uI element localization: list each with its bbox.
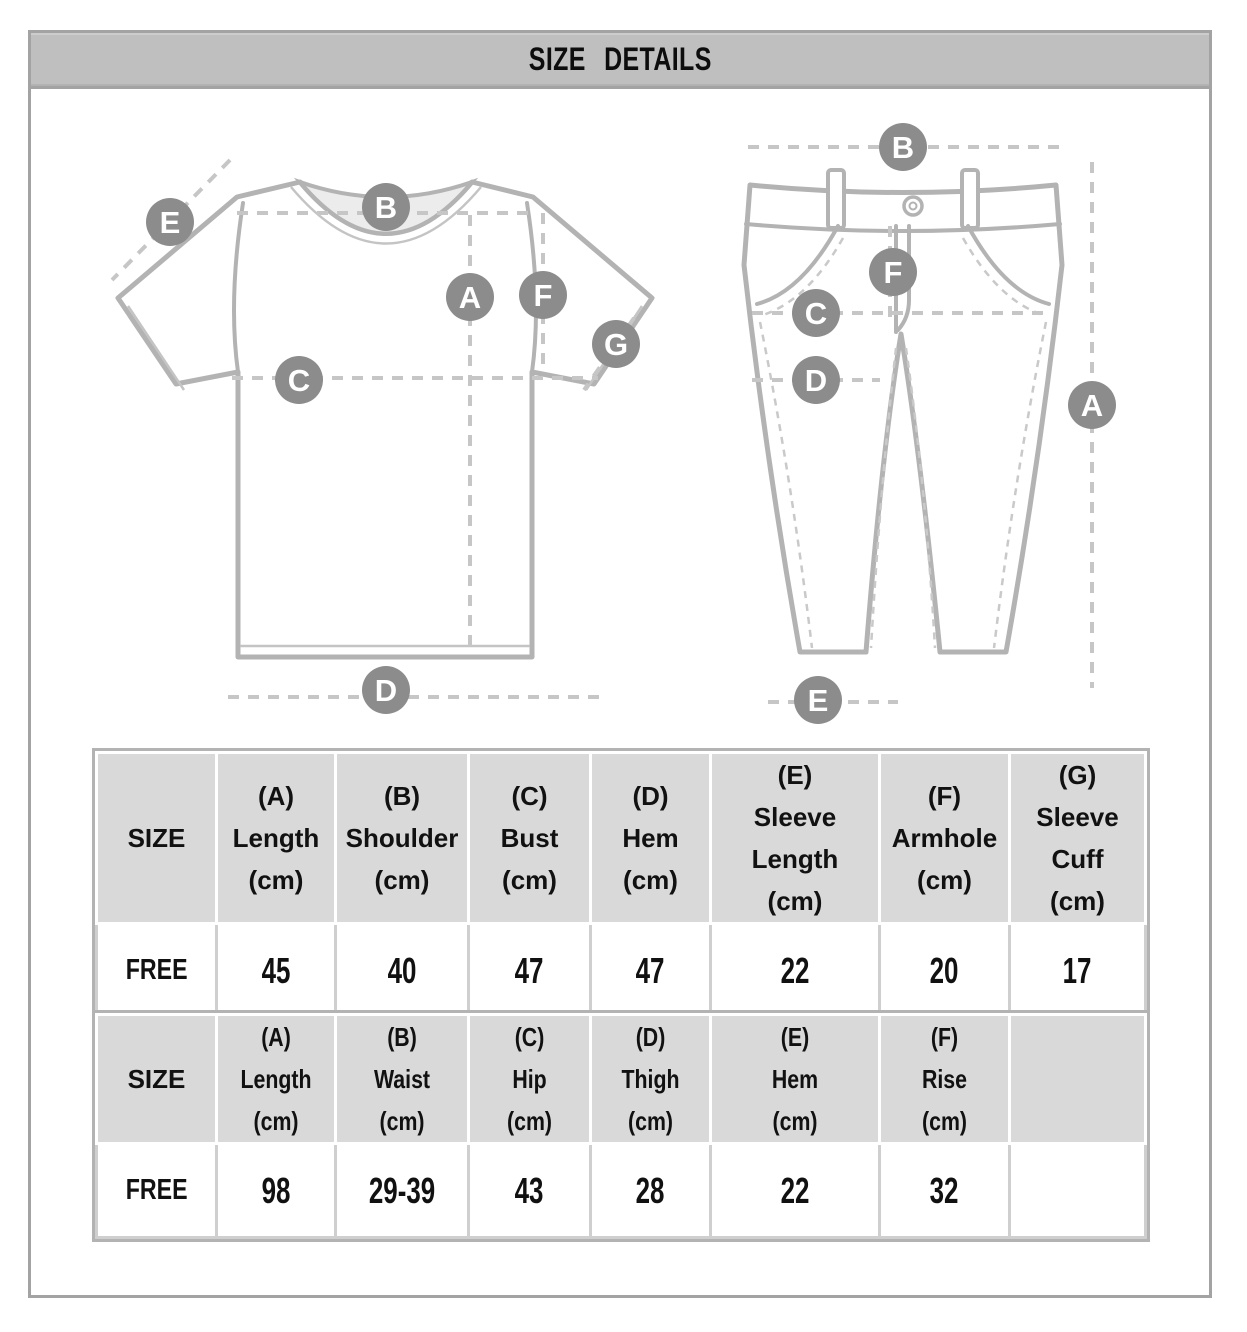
cell-value: 28 [636, 1169, 665, 1211]
cell-value: 43 [515, 1169, 544, 1211]
shirt-sleeve-cuff-value [1010, 924, 1146, 1018]
badge-letter: B [374, 190, 398, 225]
shirt-hem-value [591, 924, 711, 1018]
badge-letter: A [1080, 388, 1104, 423]
shirt-size-table-grid [95, 751, 1147, 1019]
col-code: (F) [930, 1022, 959, 1052]
badge-letter: D [374, 673, 398, 708]
col-code: (E) [777, 760, 813, 790]
badge-letter: E [807, 683, 829, 718]
shirt-table-data-row [97, 924, 1146, 1018]
pants-col-length [217, 1015, 336, 1144]
size-header-label: SIZE [127, 1064, 186, 1094]
col-unit: (cm) [917, 865, 972, 895]
pants-col-hem [711, 1015, 880, 1144]
col-unit: (cm) [921, 1106, 968, 1136]
col-code: (B) [383, 781, 421, 811]
col-label: Hem [771, 1064, 819, 1094]
shirt-size-value [97, 924, 217, 1018]
pants-size-table [92, 1010, 1150, 1242]
col-code: (E) [780, 1022, 810, 1052]
shirt-badge-F [519, 271, 567, 319]
cell-value: 22 [780, 949, 810, 991]
cell-value: 22 [780, 1169, 810, 1211]
col-unit: (cm) [506, 1106, 553, 1136]
col-code: (A) [257, 781, 295, 811]
pants-size-value [97, 1144, 217, 1238]
col-label: Hip [512, 1064, 547, 1094]
pants-badge-E [794, 676, 842, 724]
shirt-col-armhole [880, 753, 1010, 924]
col-code: (G) [1058, 760, 1097, 790]
pants-hem-value [711, 1144, 880, 1238]
col-unit: (cm) [623, 865, 678, 895]
pants-rise-value [880, 1144, 1010, 1238]
pants-hip-value [469, 1144, 591, 1238]
badge-letter: D [804, 363, 828, 398]
pants-waist-value [336, 1144, 469, 1238]
cell-value: 20 [930, 949, 959, 991]
shirt-badge-E [146, 198, 194, 246]
pants-col-size [97, 1015, 217, 1144]
col-code: (B) [387, 1022, 417, 1052]
tshirt-diagram [80, 135, 695, 735]
pants-thigh-value [591, 1144, 711, 1238]
pants-badge-B [879, 123, 927, 171]
cell-value: 98 [261, 1169, 291, 1211]
col-unit: (cm) [248, 865, 304, 895]
pants-col-rise [880, 1015, 1010, 1144]
col-label: Thigh [621, 1064, 680, 1094]
pants-table-data-row [97, 1144, 1146, 1238]
col-unit: (cm) [379, 1106, 425, 1136]
shirt-badge-A [446, 273, 494, 321]
col-label: Bust [500, 823, 559, 853]
badge-letter: F [533, 278, 553, 313]
col-label: Hem [622, 823, 679, 853]
shirt-badge-D [362, 666, 410, 714]
pants-badge-F [869, 248, 917, 296]
col-label: Waist [373, 1064, 431, 1094]
size-header-label: SIZE [127, 823, 186, 853]
col-unit: (cm) [627, 1106, 674, 1136]
col-code: (D) [635, 1022, 666, 1052]
shirt-sleeve-length-value [711, 924, 880, 1018]
shirt-col-size [97, 753, 217, 924]
cell-value: 45 [261, 949, 291, 991]
pants-table-header-row [97, 1015, 1146, 1144]
badge-letter: B [891, 130, 915, 165]
badge-letter: A [458, 280, 482, 315]
pants-length-value [217, 1144, 336, 1238]
shirt-col-sleeve-cuff [1010, 753, 1146, 924]
pants-diagram [715, 130, 1135, 755]
shirt-size-table [92, 748, 1150, 1022]
title-bar [31, 33, 1209, 89]
col-unit: (cm) [253, 1106, 299, 1136]
cell-value: 47 [636, 949, 665, 991]
size-value: FREE [125, 1174, 188, 1206]
col-label: Length [232, 823, 320, 853]
shirt-armhole-value [880, 924, 1010, 1018]
shirt-shoulder-value [336, 924, 469, 1018]
col-code: (C) [511, 781, 548, 811]
cell-value: 40 [387, 949, 417, 991]
col-label: Armhole [891, 823, 998, 853]
col-unit: (cm) [502, 865, 557, 895]
shirt-col-sleeve-length [711, 753, 880, 924]
col-unit: (cm) [1050, 886, 1105, 916]
pants-col-thigh [591, 1015, 711, 1144]
col-code: (A) [261, 1022, 291, 1052]
pants-col-hip [469, 1015, 591, 1144]
pants-empty-value [1010, 1144, 1146, 1238]
shirt-badge-C [275, 356, 323, 404]
pants-size-table-grid [95, 1013, 1147, 1239]
shirt-col-bust [469, 753, 591, 924]
shirt-length-value [217, 924, 336, 1018]
col-label: Rise [921, 1064, 968, 1094]
badge-letter: C [287, 363, 311, 398]
pants-button [904, 197, 922, 215]
shirt-badge-G [592, 320, 640, 368]
shirt-table-header-row [97, 753, 1146, 924]
col-label: Length [240, 1064, 312, 1094]
cell-value: 17 [1063, 949, 1092, 991]
col-label: Sleeve Cuff [1036, 802, 1119, 874]
pants-belt-loop-left [828, 170, 844, 228]
shirt-col-hem [591, 753, 711, 924]
size-value: FREE [125, 954, 188, 986]
pants-badge-A [1068, 381, 1116, 429]
pants-badge-C [792, 289, 840, 337]
col-label: Shoulder [345, 823, 459, 853]
col-code: (F) [927, 781, 962, 811]
col-code: (C) [514, 1022, 545, 1052]
col-label: Sleeve Length [751, 802, 839, 874]
shirt-badge-B [362, 183, 410, 231]
cell-value: 47 [515, 949, 544, 991]
shirt-col-shoulder [336, 753, 469, 924]
col-unit: (cm) [772, 1106, 818, 1136]
badge-letter: F [883, 255, 903, 290]
badge-letter: C [804, 296, 828, 331]
col-unit: (cm) [374, 865, 430, 895]
pants-col-waist [336, 1015, 469, 1144]
page-title: SIZE DETAILS [528, 41, 712, 77]
col-unit: (cm) [767, 886, 823, 916]
shirt-bust-value [469, 924, 591, 1018]
badge-letter: E [159, 205, 181, 240]
tshirt-outline [118, 182, 652, 657]
pants-col-empty [1010, 1015, 1146, 1144]
cell-value: 29-39 [368, 1169, 436, 1211]
shirt-col-length [217, 753, 336, 924]
pants-badge-D [792, 356, 840, 404]
badge-letter: G [603, 327, 629, 362]
cell-value: 32 [930, 1169, 959, 1211]
col-code: (D) [632, 781, 669, 811]
pants-belt-loop-right [962, 170, 978, 228]
